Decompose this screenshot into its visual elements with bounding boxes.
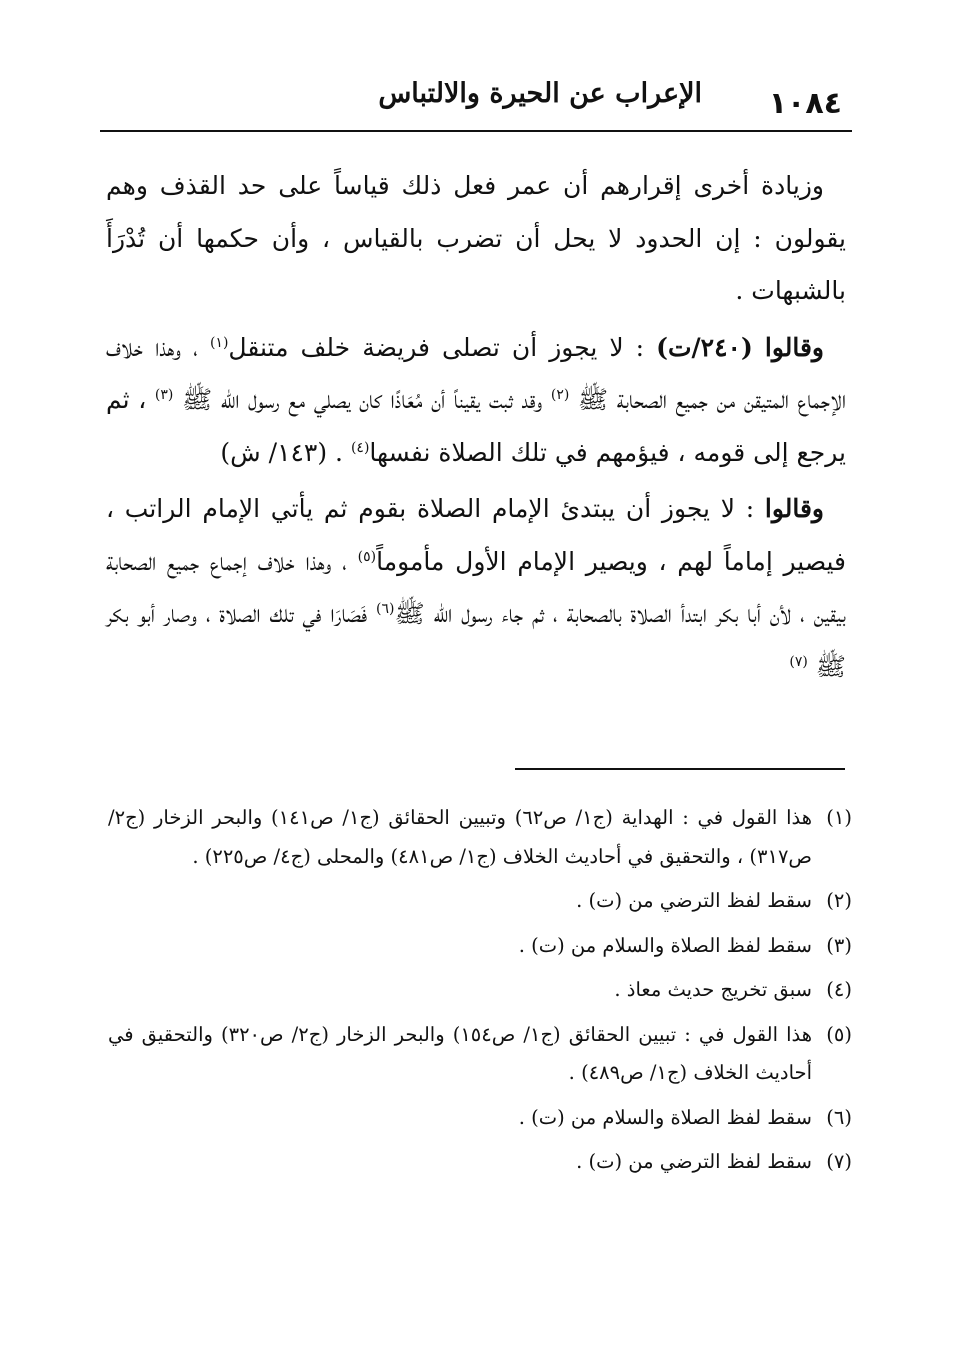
footnote-ref-6: (٦) bbox=[375, 601, 395, 617]
paragraph-2-text: ، وهذا خلاف الإجماع المتيقن من جميع الصحابة ﷺ bbox=[106, 332, 846, 414]
manuscript-ref: (٢٤٠/ت) bbox=[656, 332, 753, 362]
footnote-ref-3: (٣) bbox=[154, 387, 174, 403]
footnote bbox=[108, 1016, 852, 1093]
footnote-number: (٢) bbox=[826, 889, 852, 912]
header-rule bbox=[100, 130, 852, 132]
footnote bbox=[108, 882, 852, 921]
paragraph-3-text: : لا يجوز أن يبتدئ الإمام الصلاة بقوم ثم يأتي الإمام الراتب ، فيصير إماماً لهم ، ويصير الإمام الأول مأموماً bbox=[106, 494, 847, 576]
running-title: الإعراب عن الحيرة والالتباس bbox=[378, 78, 702, 109]
paragraph-3-lead: وقالوا bbox=[764, 494, 824, 523]
footnote-text: سقط لفظ الصلاة والسلام من (ت) . bbox=[518, 1105, 812, 1129]
page-header bbox=[100, 74, 852, 132]
footnote bbox=[108, 927, 852, 966]
footnote-ref-2: (٢) bbox=[550, 387, 570, 403]
footnote-number: (١) bbox=[826, 806, 852, 829]
paragraph-2-text: ، ثم يرجع إلى قومه ، فيؤمهم في تلك الصلاة نفسها bbox=[106, 385, 846, 467]
paragraph-2-lead: وقالوا bbox=[764, 332, 824, 362]
footnote-number: (٧) bbox=[826, 1150, 852, 1173]
footnote bbox=[108, 971, 852, 1010]
footnote-number: (٣) bbox=[826, 933, 852, 957]
footnote bbox=[108, 1099, 852, 1138]
footnote-ref-4: (٤) bbox=[350, 439, 370, 456]
main-text bbox=[106, 160, 846, 693]
footnote-text: هذا القول في : الهداية (ج١/ ص٦٢) وتبيين الحقائق (ج١/ ص١٤١) والبحر الزخار (ج٢/ ص٣١٧) ، والتحقيق في أحاديث الخلاف (ج١/ ص٤٨١) والمحلى (ج٤/ ص٢٢٥) . bbox=[108, 806, 813, 868]
paragraph-2-text: : لا يجوز أن تصلى فريضة خلف متنقل bbox=[228, 332, 657, 362]
footnote bbox=[108, 799, 852, 876]
footnote-text: سقط لفظ الترضي من (ت) . bbox=[576, 1150, 812, 1173]
footnote-ref-7: (٧) bbox=[789, 653, 808, 670]
paragraph-3-text: فَصَارَا في تلك الصلاة ، وصار أبو بكر ﷺ bbox=[106, 599, 846, 681]
page-number: ١٠٨٤ bbox=[768, 86, 842, 121]
footnote-text: سبق تخريج حديث معاذ . bbox=[614, 978, 812, 1001]
footnote-number: (٥) bbox=[826, 1022, 852, 1046]
footnote-text: سقط لفظ الترضي من (ت) . bbox=[576, 889, 812, 912]
paragraph-2-text: وقد ثبت يقيناً أن مُعَاذًا كان يصلي مع رسول الله ﷺ bbox=[173, 385, 551, 414]
paragraph-2 bbox=[106, 322, 846, 480]
footnote-ref-5: (٥) bbox=[357, 548, 377, 565]
footnote-text: هذا القول في : تبيين الحقائق (ج١/ ص١٥٤) والبحر الزخار (ج٢/ ص٣٢٠) والتحقيق في أحاديث الخلاف (ج١/ ص٤٨٩) . bbox=[108, 1022, 813, 1084]
footnote-number: (٦) bbox=[826, 1105, 852, 1129]
paragraph-3-text: ، وهذا خلاف إجماع جميع الصحابة بيقين ، لأن أبا بكر ابتدأ الصلاة بالصحابة ، ثم جاء رسول الله ﷺ bbox=[106, 546, 846, 628]
footnote-ref-1: (١) bbox=[209, 334, 229, 351]
paragraph-3 bbox=[106, 483, 846, 693]
paragraph-1 bbox=[106, 160, 846, 318]
footnote bbox=[108, 1143, 852, 1182]
paragraph-2-text: . (١٤٣/ ش) bbox=[220, 437, 351, 467]
footnote-number: (٤) bbox=[826, 978, 852, 1001]
footnote-separator bbox=[515, 768, 845, 770]
footnote-text: سقط لفظ الصلاة والسلام من (ت) . bbox=[518, 933, 812, 957]
paragraph-1-text: وزيادة أخرى إقرارهم أن عمر فعل ذلك قياساً على حد القذف وهم يقولون : إن الحدود لا يحل أن تضرب بالقياس ، وأن حكمها أن تُدْرَأَ بالشبهات . bbox=[106, 171, 846, 305]
footnotes bbox=[108, 799, 852, 1188]
